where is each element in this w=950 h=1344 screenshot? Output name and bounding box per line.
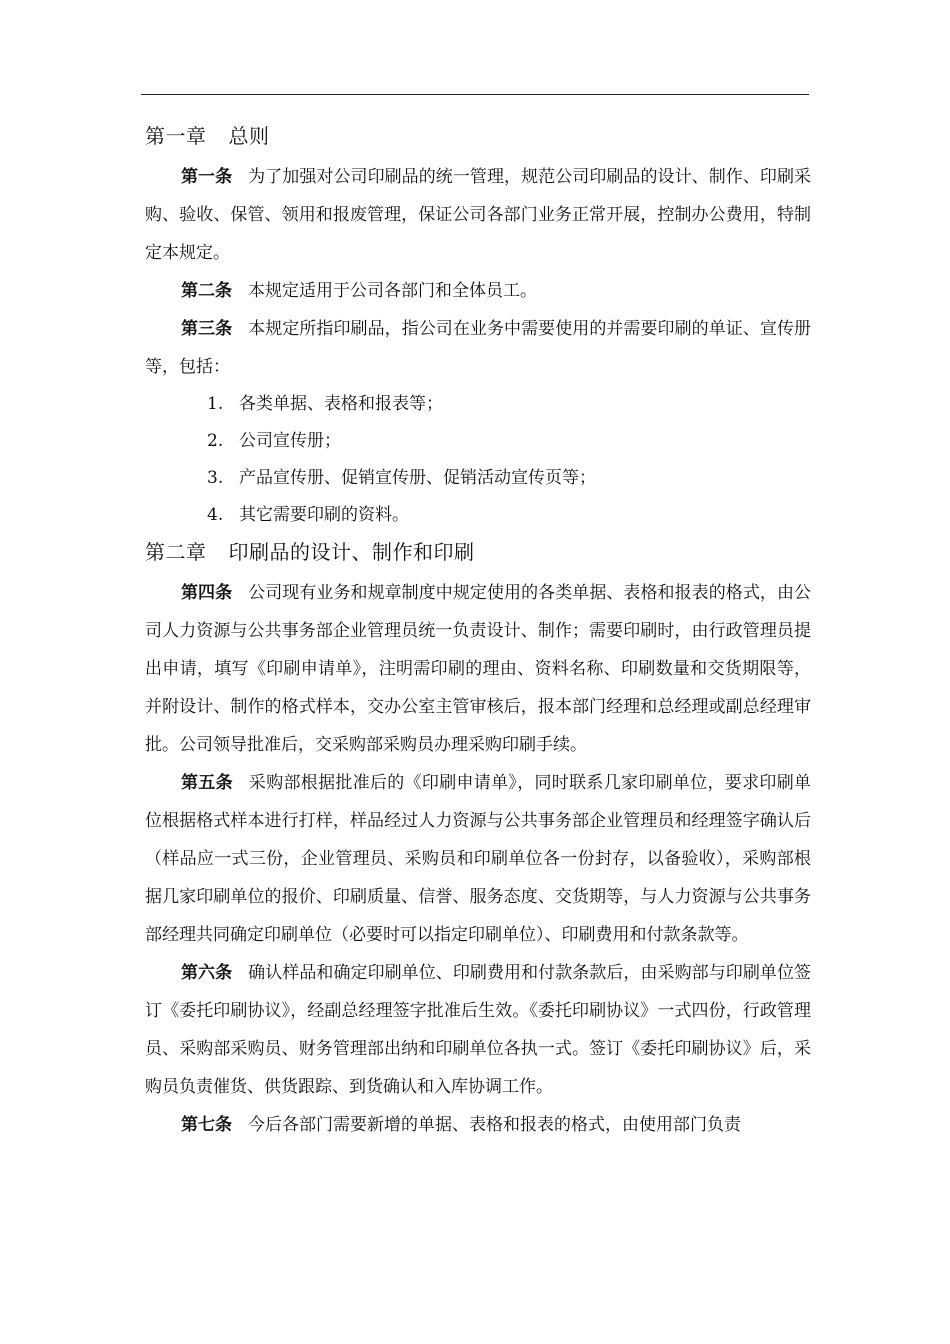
article-text: 采购部根据批准后的《印刷申请单》，同时联系几家印刷单位，要求印刷单位根据格式样本进行打样，样品经过人力资源与公共事务部企业管理员和经理签字确认后（样品应一式三份，企业管理员、采购员和印刷单位各一份封存，以备验收），采购部根据几家印刷单位的报价、印刷质量、信誉、服务态度、交货期等，与人力资源与公共事务部经理共同确定印刷单位（必要时可以指定印刷单位）、印刷费用和付款条款等。 bbox=[145, 773, 812, 945]
article-text: 本规定所指印刷品，指公司在业务中需要使用的并需要印刷的单证、宣传册等，包括： bbox=[145, 319, 811, 377]
article-label: 第四条 bbox=[181, 583, 233, 603]
article-paragraph bbox=[145, 1106, 811, 1144]
article-paragraph bbox=[145, 310, 811, 386]
list-item-number: 3. bbox=[207, 468, 224, 488]
article-label: 第二条 bbox=[181, 281, 232, 301]
article-label: 第五条 bbox=[181, 773, 233, 793]
article-text: 为了加强对公司印刷品的统一管理，规范公司印刷品的设计、制作、印刷采购、验收、保管、领用和报废管理，保证公司各部门业务正常开展，控制办公费用，特制定本规定。 bbox=[145, 167, 811, 263]
list-item-number: 4. bbox=[207, 505, 224, 525]
article-label: 第七条 bbox=[181, 1115, 232, 1135]
list-item-text: 其它需要印刷的资料。 bbox=[239, 505, 409, 525]
article-paragraph bbox=[145, 574, 811, 764]
list-item-text: 产品宣传册、促销宣传册、促销活动宣传页等； bbox=[239, 468, 596, 488]
chapter-heading bbox=[145, 118, 811, 154]
article-label: 第一条 bbox=[181, 167, 233, 187]
list-item-number: 2. bbox=[207, 431, 224, 451]
list-item-number: 1. bbox=[207, 394, 224, 414]
article-label: 第六条 bbox=[181, 963, 233, 983]
chapter-title: 印刷品的设计、制作和印刷 bbox=[228, 540, 475, 564]
chapter-number: 第一章 bbox=[145, 124, 207, 148]
header-rule bbox=[141, 94, 809, 95]
article-text: 确认样品和确定印刷单位、印刷费用和付款条款后，由采购部与印刷单位签订《委托印刷协议》，经副总经理签字批准后生效。《委托印刷协议》一式四份，行政管理员、采购部采购员、财务管理部出纳和印刷单位各执一式。签订《委托印刷协议》后，采购员负责催货、供货跟踪、到货确认和入库协调工作。 bbox=[145, 963, 811, 1097]
article-text: 公司现有业务和规章制度中规定使用的各类单据、表格和报表的格式，由公司人力资源与公共事务部企业管理员统一负责设计、制作；需要印刷时，由行政管理员提出申请，填写《印刷申请单》，注明需印刷的理由、资料名称、印刷数量和交货期限等，并附设计、制作的格式样本，交办公室主管审核后，报本部门经理和总经理或副总经理审批。公司领导批准后，交采购部采购员办理采购印刷手续。 bbox=[145, 583, 811, 755]
list-item-text: 公司宣传册； bbox=[239, 431, 341, 451]
printed-matter-list bbox=[145, 386, 811, 534]
article-paragraph bbox=[145, 272, 811, 310]
list-item bbox=[145, 460, 811, 497]
article-paragraph bbox=[145, 954, 811, 1106]
article-label: 第三条 bbox=[181, 319, 233, 339]
article-paragraph bbox=[145, 764, 811, 954]
article-paragraph bbox=[145, 158, 811, 272]
article-text: 今后各部门需要新增的单据、表格和报表的格式，由使用部门负责 bbox=[248, 1115, 741, 1135]
chapter-title: 总则 bbox=[228, 124, 270, 148]
chapter-number: 第二章 bbox=[145, 540, 207, 564]
list-item bbox=[145, 497, 811, 534]
chapter-heading bbox=[145, 534, 811, 570]
list-item bbox=[145, 423, 811, 460]
article-text: 本规定适用于公司各部门和全体员工。 bbox=[248, 281, 537, 301]
list-item-text: 各类单据、表格和报表等； bbox=[239, 394, 443, 414]
list-item bbox=[145, 386, 811, 423]
document-body bbox=[145, 118, 811, 1144]
